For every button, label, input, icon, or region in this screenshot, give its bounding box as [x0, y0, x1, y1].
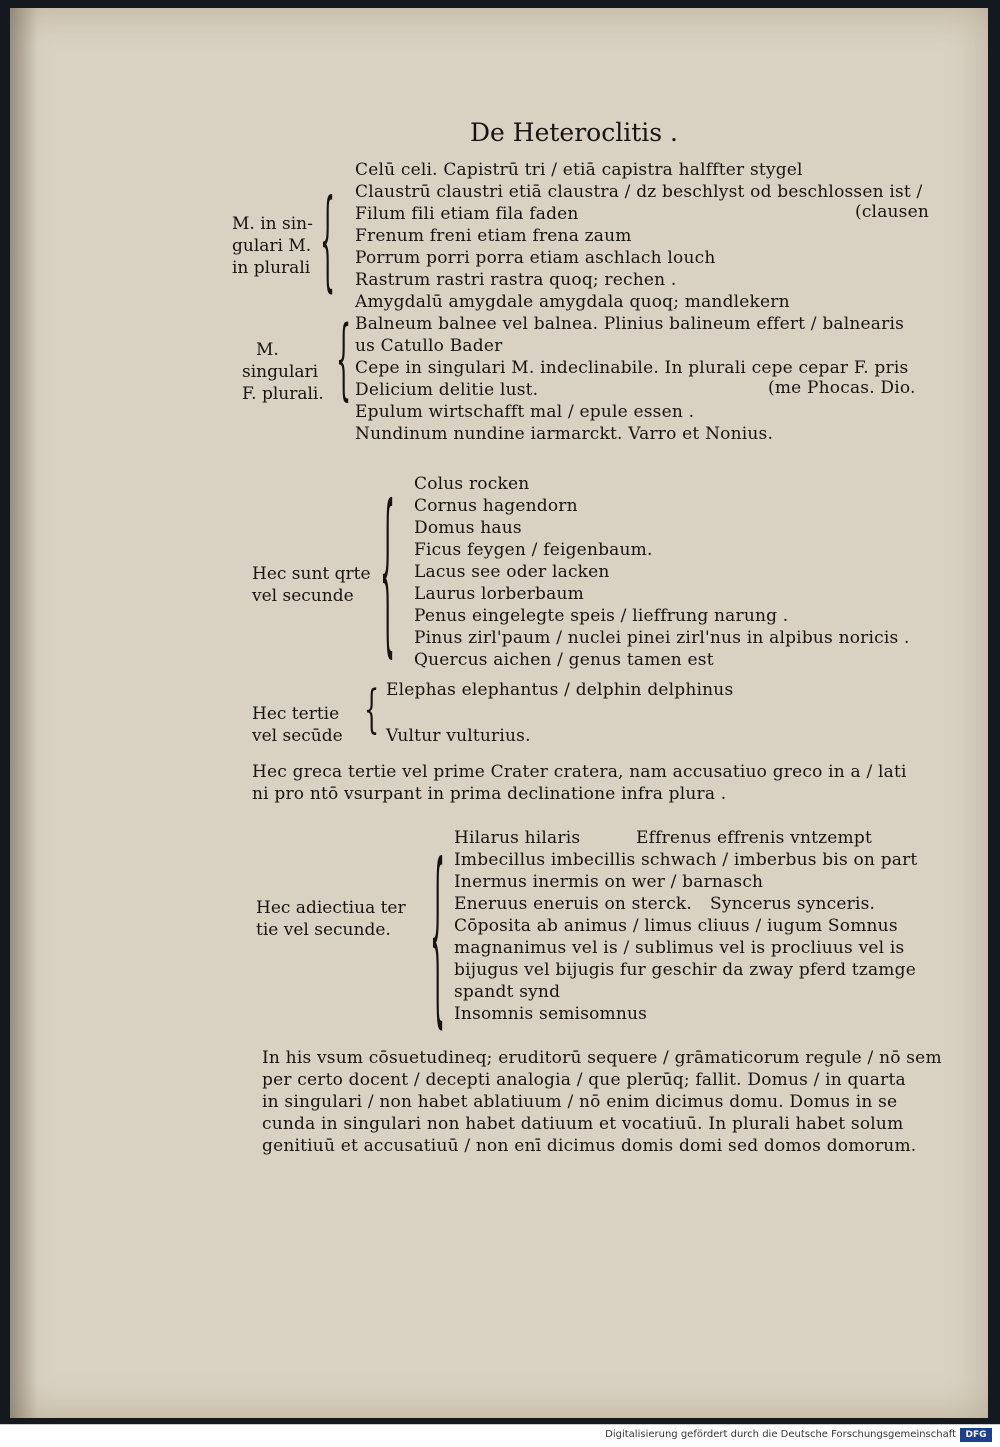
sec6-line: Inermus inermis on wer / barnasch	[454, 872, 764, 892]
sec7-line: in singulari / non habet ablatiuum / nō enim dicimus domu. Domus in se	[262, 1092, 898, 1112]
sec1-line: (clausen	[855, 202, 930, 222]
sec3-label-1: Hec sunt qrte	[252, 564, 371, 584]
sec3-line: Cornus hagendorn	[414, 496, 578, 516]
sec1-label-3: in plurali	[232, 258, 311, 278]
sec1-line: Celū celi. Capistrū tri / etiā capistra halffter stygel	[355, 160, 803, 180]
sec6-line: bijugus vel bijugis fur geschir da zway pferd tzamge	[454, 960, 916, 980]
sec1-line: Rastrum rastri rastra quoq; rechen .	[355, 270, 677, 290]
brace-sec1: {	[320, 178, 336, 306]
sec3-label-2: vel secunde	[252, 586, 354, 606]
sec3-line: Ficus feygen / feigenbaum.	[414, 540, 653, 560]
sec6-line: spandt synd	[454, 982, 561, 1002]
sec6-line: Imbecillus imbecillis schwach / imberbus bis on part	[454, 850, 918, 870]
dfg-logo: DFG	[960, 1428, 992, 1442]
sec1-line: Claustrū claustri etiā claustra / dz beschlyst od beschlossen ist /	[355, 182, 923, 202]
sec6-label-2: tie vel secunde.	[256, 920, 391, 940]
sec7-line: genitiuū et accusatiuū / non enī dicimus domis domi sed domos domorum.	[262, 1136, 917, 1156]
sec1-line: Filum fili etiam fila faden	[355, 204, 579, 224]
sec1-line: Amygdalū amygdale amygdala quoq; mandlekern	[355, 292, 790, 312]
sec2-line: Nundinum nundine iarmarckt. Varro et Nonius.	[355, 424, 774, 444]
brace-sec3: {	[380, 470, 396, 678]
sec6-line: Effrenus effrenis vntzempt	[636, 828, 872, 848]
brace-sec2: {	[336, 308, 352, 412]
page-title: De Heteroclitis .	[470, 118, 678, 147]
sec7-line: per certo docent / decepti analogia / que plerūq; fallit. Domus / in quarta	[262, 1070, 906, 1090]
footer-credit: Digitalisierung gefördert durch die Deutsche Forschungsgemeinschaft	[605, 1429, 956, 1440]
sec1-line: Frenum freni etiam frena zaum	[355, 226, 632, 246]
sec2-line: Epulum wirtschafft mal / epule essen .	[355, 402, 695, 422]
sec2-line: us Catullo Bader	[355, 336, 503, 356]
sec2-line: Cepe in singulari M. indeclinabile. In plurali cepe cepar F. pris	[355, 358, 909, 378]
sec2-label-3: F. plurali.	[242, 384, 324, 404]
sec5-line: ni pro ntō vsurpant in prima declinatione infra plura .	[252, 784, 727, 804]
sec6-line: Eneruus eneruis on sterck.	[454, 894, 693, 914]
sec7-line: In his vsum cōsuetudineq; eruditorū sequere / grāmaticorum regule / nō sem	[262, 1048, 942, 1068]
brace-sec4: {	[364, 680, 380, 740]
sec4-label-1: Hec tertie	[252, 704, 340, 724]
brace-sec6: {	[430, 826, 446, 1050]
book-page	[10, 8, 988, 1418]
sec3-line: Quercus aichen / genus tamen est	[414, 650, 714, 670]
sec6-line: Hilarus hilaris	[454, 828, 581, 848]
sec1-label-1: M. in sin-	[232, 214, 313, 234]
sec3-line: Lacus see oder lacken	[414, 562, 610, 582]
sec2-line: (me Phocas. Dio.	[768, 378, 916, 398]
sec3-line: Domus haus	[414, 518, 522, 538]
sec3-line: Colus rocken	[414, 474, 530, 494]
sec2-label-1: M.	[256, 340, 279, 360]
sec7-line: cunda in singulari non habet datiuum et vocatiuū. In plurali habet solum	[262, 1114, 904, 1134]
sec1-label-2: gulari M.	[232, 236, 312, 256]
sec1-line: Porrum porri porra etiam aschlach louch	[355, 248, 716, 268]
footer-bar	[0, 1424, 1000, 1447]
sec6-line: Insomnis semisomnus	[454, 1004, 648, 1024]
sec2-line: Balneum balnee vel balnea. Plinius balineum effert / balnearis	[355, 314, 905, 334]
sec4-line: Elephas elephantus / delphin delphinus	[386, 680, 734, 700]
sec6-line: magnanimus vel is / sublimus vel is procliuus vel is	[454, 938, 905, 958]
sec2-label-2: singulari	[242, 362, 319, 382]
sec3-line: Laurus lorberbaum	[414, 584, 584, 604]
sec3-line: Penus eingelegte speis / lieffrung narung .	[414, 606, 789, 626]
sec6-line: Syncerus synceris.	[710, 894, 876, 914]
sec2-line: Delicium delitie lust.	[355, 380, 539, 400]
sec4-line: Vultur vulturius.	[386, 726, 531, 746]
sec6-line: Cōposita ab animus / limus cliuus / iugum Somnus	[454, 916, 898, 936]
sec5-line: Hec greca tertie vel prime Crater cratera, nam accusatiuo greco in a / lati	[252, 762, 907, 782]
sec6-label-1: Hec adiectiua ter	[256, 898, 406, 918]
sec4-label-2: vel secūde	[252, 726, 343, 746]
sec3-line: Pinus zirl'paum / nuclei pinei zirl'nus in alpibus noricis .	[414, 628, 910, 648]
